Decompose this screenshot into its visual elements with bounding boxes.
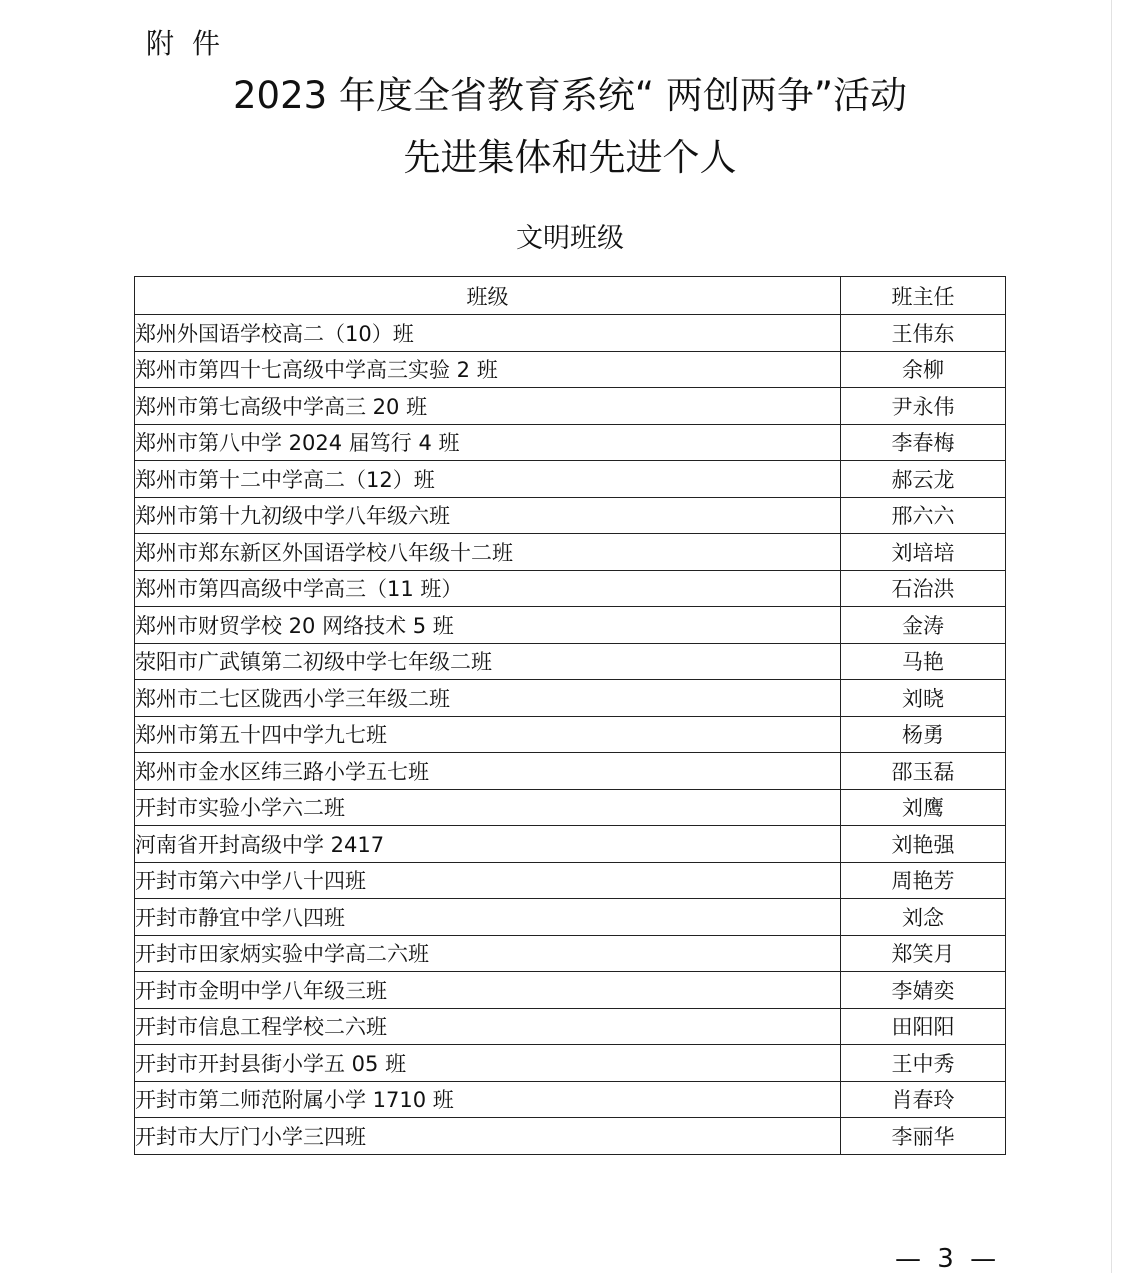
table-row bbox=[135, 1118, 1006, 1155]
head-teacher-cell: 郑笑月 bbox=[841, 935, 1006, 972]
head-teacher-cell: 马艳 bbox=[841, 643, 1006, 680]
class-name-cell: 郑州市财贸学校 20 网络技术 5 班 bbox=[135, 607, 841, 644]
class-name-cell: 郑州市第四高级中学高三（11 班） bbox=[135, 570, 841, 607]
class-name-cell: 荥阳市广武镇第二初级中学七年级二班 bbox=[135, 643, 841, 680]
head-teacher-cell: 李丽华 bbox=[841, 1118, 1006, 1155]
section-title: 文明班级 bbox=[516, 223, 624, 254]
class-name-cell: 开封市信息工程学校二六班 bbox=[135, 1008, 841, 1045]
head-teacher-cell: 刘艳强 bbox=[841, 826, 1006, 863]
table-row bbox=[135, 899, 1006, 936]
table-row bbox=[135, 424, 1006, 461]
class-name-cell: 郑州市第十九初级中学八年级六班 bbox=[135, 497, 841, 534]
table-row bbox=[135, 497, 1006, 534]
attachment-label: 附件 bbox=[146, 27, 239, 60]
table-row bbox=[135, 935, 1006, 972]
head-teacher-cell: 肖春玲 bbox=[841, 1081, 1006, 1118]
table-row bbox=[135, 607, 1006, 644]
document-title-line1: 2023 年度全省教育系统“ 两创两争”活动 bbox=[232, 74, 908, 117]
class-name-cell: 开封市第六中学八十四班 bbox=[135, 862, 841, 899]
head-teacher-cell: 刘培培 bbox=[841, 534, 1006, 571]
class-name-cell: 郑州市第八中学 2024 届笃行 4 班 bbox=[135, 424, 841, 461]
table-row bbox=[135, 351, 1006, 388]
table-row bbox=[135, 972, 1006, 1009]
head-teacher-cell: 邵玉磊 bbox=[841, 753, 1006, 790]
head-teacher-cell: 田阳阳 bbox=[841, 1008, 1006, 1045]
table-row bbox=[135, 643, 1006, 680]
head-teacher-cell: 刘鹰 bbox=[841, 789, 1006, 826]
class-name-cell: 郑州市第十二中学高二（12）班 bbox=[135, 461, 841, 498]
table-row bbox=[135, 753, 1006, 790]
head-teacher-cell: 刘念 bbox=[841, 899, 1006, 936]
class-name-cell: 开封市大厅门小学三四班 bbox=[135, 1118, 841, 1155]
table-row bbox=[135, 388, 1006, 425]
table-row bbox=[135, 1081, 1006, 1118]
head-teacher-cell: 李婧奕 bbox=[841, 972, 1006, 1009]
table-row bbox=[135, 315, 1006, 352]
class-name-cell: 开封市第二师范附属小学 1710 班 bbox=[135, 1081, 841, 1118]
head-teacher-cell: 王伟东 bbox=[841, 315, 1006, 352]
class-name-cell: 开封市实验小学六二班 bbox=[135, 789, 841, 826]
head-teacher-cell: 周艳芳 bbox=[841, 862, 1006, 899]
column-header-teacher: 班主任 bbox=[841, 277, 1006, 315]
class-name-cell: 郑州市郑东新区外国语学校八年级十二班 bbox=[135, 534, 841, 571]
page-number: — 3 — bbox=[895, 1244, 1001, 1274]
head-teacher-cell: 李春梅 bbox=[841, 424, 1006, 461]
column-header-class: 班级 bbox=[135, 277, 841, 315]
class-name-cell: 开封市开封县街小学五 05 班 bbox=[135, 1045, 841, 1082]
head-teacher-cell: 金涛 bbox=[841, 607, 1006, 644]
head-teacher-cell: 刘晓 bbox=[841, 680, 1006, 717]
class-name-cell: 开封市金明中学八年级三班 bbox=[135, 972, 841, 1009]
table-row bbox=[135, 534, 1006, 571]
class-name-cell: 郑州市金水区纬三路小学五七班 bbox=[135, 753, 841, 790]
table-header-row bbox=[135, 277, 1006, 315]
class-name-cell: 郑州外国语学校高二（10）班 bbox=[135, 315, 841, 352]
table-row bbox=[135, 826, 1006, 863]
honor-table bbox=[134, 276, 1006, 1155]
class-name-cell: 开封市静宜中学八四班 bbox=[135, 899, 841, 936]
head-teacher-cell: 石治洪 bbox=[841, 570, 1006, 607]
table-row bbox=[135, 570, 1006, 607]
class-name-cell: 郑州市第七高级中学高三 20 班 bbox=[135, 388, 841, 425]
table-row bbox=[135, 789, 1006, 826]
head-teacher-cell: 郝云龙 bbox=[841, 461, 1006, 498]
head-teacher-cell: 杨勇 bbox=[841, 716, 1006, 753]
table-body bbox=[135, 315, 1006, 1155]
table-row bbox=[135, 862, 1006, 899]
class-name-cell: 郑州市二七区陇西小学三年级二班 bbox=[135, 680, 841, 717]
head-teacher-cell: 邢六六 bbox=[841, 497, 1006, 534]
head-teacher-cell: 尹永伟 bbox=[841, 388, 1006, 425]
table-row bbox=[135, 680, 1006, 717]
class-name-cell: 郑州市第四十七高级中学高三实验 2 班 bbox=[135, 351, 841, 388]
class-name-cell: 河南省开封高级中学 2417 bbox=[135, 826, 841, 863]
class-name-cell: 开封市田家炳实验中学高二六班 bbox=[135, 935, 841, 972]
table-row bbox=[135, 461, 1006, 498]
document-title-line2: 先进集体和先进个人 bbox=[403, 136, 737, 179]
class-name-cell: 郑州市第五十四中学九七班 bbox=[135, 716, 841, 753]
table-row bbox=[135, 1045, 1006, 1082]
table-row bbox=[135, 716, 1006, 753]
head-teacher-cell: 王中秀 bbox=[841, 1045, 1006, 1082]
head-teacher-cell: 余柳 bbox=[841, 351, 1006, 388]
table-row bbox=[135, 1008, 1006, 1045]
